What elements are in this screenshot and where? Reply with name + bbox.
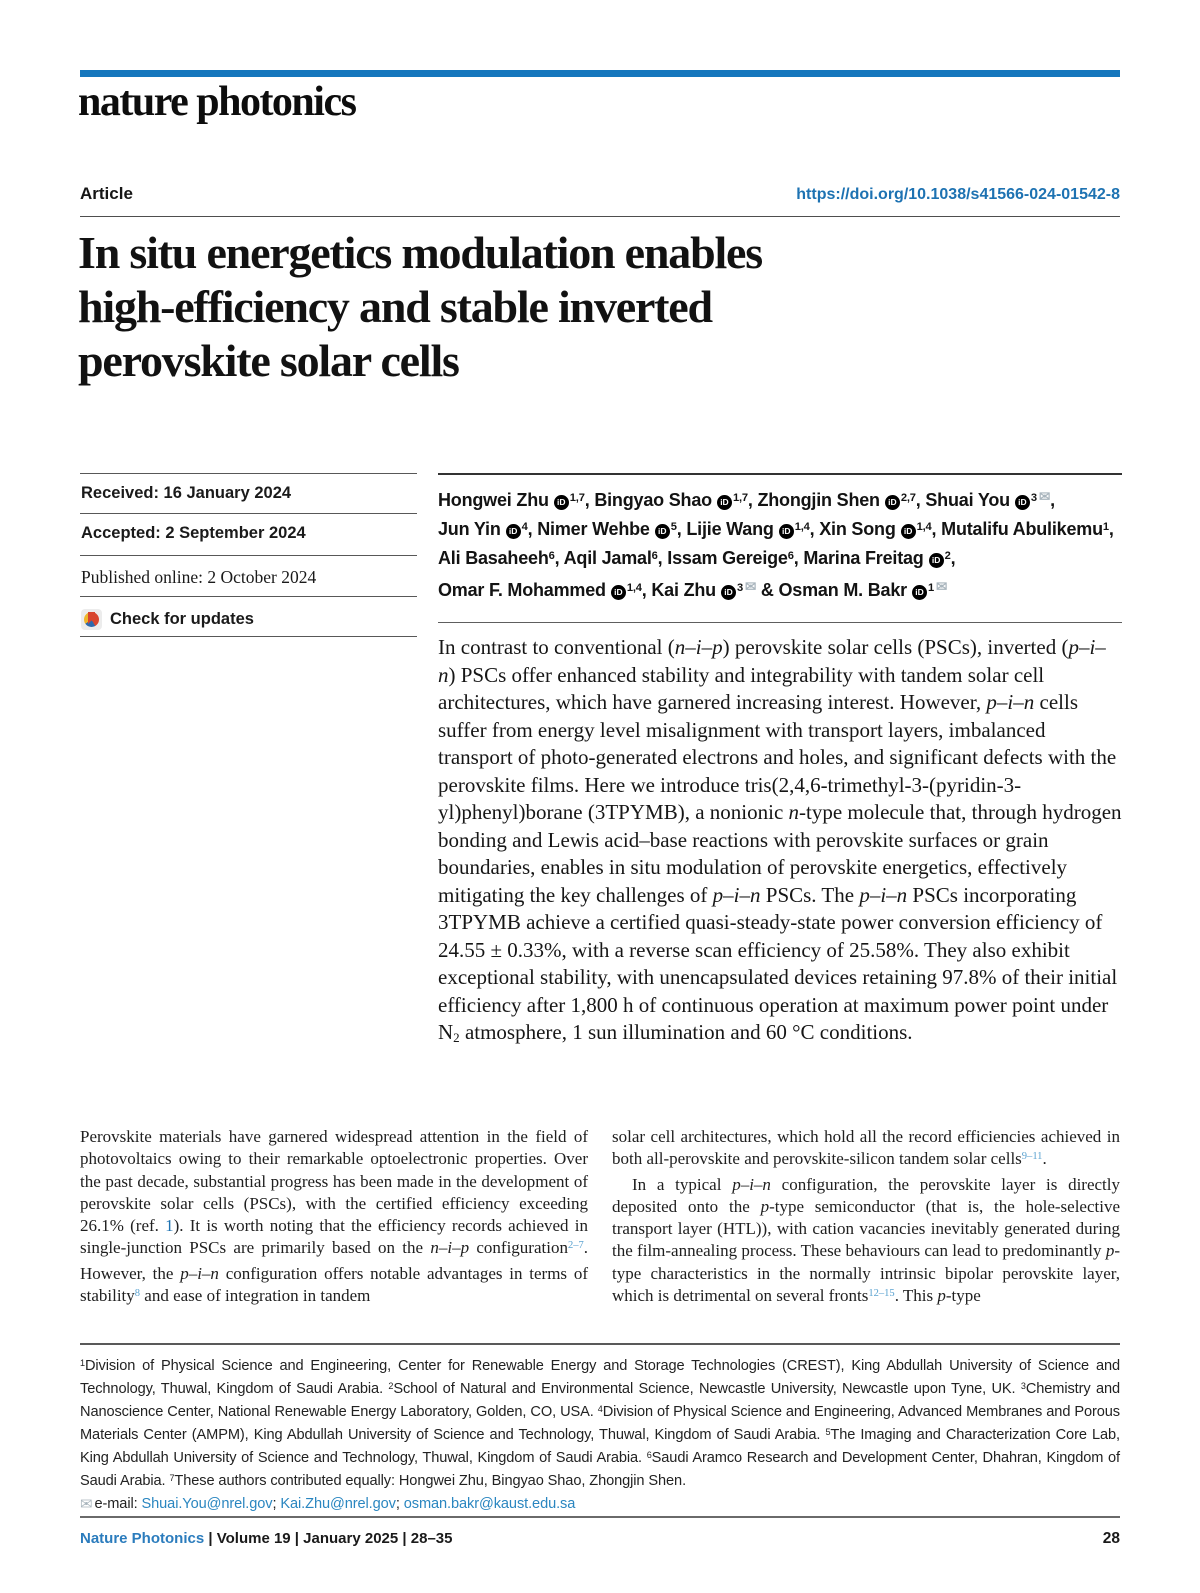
published-date: Published online: 2 October 2024 [80, 555, 417, 596]
received-date: Received: 16 January 2024 [80, 473, 417, 513]
article-label: Article [80, 184, 133, 203]
affiliation-text: $^1$Division of Physical Science and Engineering, Center for Renewable Energy and Storage Technologies (CREST), King Abdullah University of Science and Technology, Thuwal, Kingdom of Saudi Arabia. $^2$School of Natural and Environmental Science, Newcastle University, Newcastle upon Tyne, UK. $^3$Chemistry and Nanoscience Center, National Renewable Energy Laboratory, Golden, CO, USA. $^4$Division of Physical Science and Engineering, Advanced Membranes and Porous Materials Center (AMPM), King Abdullah University of Science and Technology, Thuwal, Kingdom of Saudi Arabia. $^5$The Imaging and Characterization Core Lab, King Abdullah University of Science and Technology, Thuwal, Kingdom of Saudi Arabia. $^6$Saudi Aramco Research and Development Center, Dhahran, Kingdom of Saudi Arabia. $^7$These authors contributed equally: Hongwei Zhu, Bingyao Shao, Zhongjin Shen. [80, 1357, 1121, 1489]
citation-superscript[interactable]: 8 [134, 1288, 141, 1300]
affiliations [80, 1343, 1120, 1516]
orcid-icon[interactable]: iD [1015, 495, 1030, 510]
article-history-sidebar [80, 473, 417, 637]
envelope-icon: ✉ [935, 579, 948, 594]
check-for-updates-button[interactable] [80, 596, 417, 637]
orcid-icon[interactable]: iD [721, 585, 736, 600]
page-number: 28 [1102, 1530, 1120, 1547]
title-line: In situ energetics modulation enables [78, 227, 762, 278]
email-line: ✉ e-mail: Shuai.You@nrel.gov; Kai.Zhu@nrel.gov; osman.bakr@kaust.edu.sa [80, 1496, 576, 1513]
reference-link[interactable]: Kai.Zhu@nrel.gov [280, 1496, 396, 1512]
reference-link[interactable]: osman.bakr@kaust.edu.sa [403, 1496, 576, 1512]
author-list [438, 473, 1122, 606]
body-columns [80, 1126, 1120, 1310]
brand-bar [80, 70, 1120, 77]
footer-meta: | Volume 19 | January 2025 | 28–35 [204, 1530, 453, 1547]
orcid-icon[interactable]: iD [655, 524, 670, 539]
body-paragraph: In a typical p–i–n configuration, the perovskite layer is directly deposited onto the p-type semiconductor (that is, the hole-selective transport layer (HTL)), with cation vacancies inevitably generated during the film-annealing process. These behaviours can lead to predominantly p-type characteristics in the normally intrinsic bipolar perovskite layer, which is detrimental on several fronts$^{12-15}$. This p-type [612, 1174, 1120, 1306]
orcid-icon[interactable]: iD [717, 495, 732, 510]
reference-link[interactable]: 1 [165, 1216, 174, 1236]
title-line: high-efficiency and stable inverted [78, 281, 712, 332]
body-column-right [612, 1126, 1120, 1310]
orcid-icon[interactable]: iD [611, 585, 626, 600]
orcid-icon[interactable]: iD [929, 553, 944, 568]
envelope-icon: ✉ [744, 579, 757, 594]
page-footer [80, 1516, 1120, 1548]
orcid-icon[interactable]: iD [779, 524, 794, 539]
reference-link[interactable]: Shuai.You@nrel.gov [141, 1496, 273, 1512]
header-divider [80, 216, 1120, 217]
article-header-row [80, 184, 1120, 204]
orcid-icon[interactable]: iD [901, 524, 916, 539]
body-paragraph: solar cell architectures, which hold all the record efficiencies achieved in both all-perovskite and perovskite-silicon tandem solar cells$^{9-11}$. [612, 1127, 1120, 1169]
author-line: Omar F. Mohammed iD $^{1,4}$, Kai Zhu iD $^3$ ✉ & Osman M. Bakr iD $^1$ ✉ [438, 579, 948, 600]
envelope-icon: ✉ [1038, 489, 1051, 504]
body-paragraph: Perovskite materials have garnered widespread attention in the field of photovoltaics owing to their remarkable optoelectronic properties. Over the past decade, substantial progress has been made in the development of perovskite solar cells (PSCs), with the certified efficiency exceeding 26.1% (ref. 1). It is worth noting that the efficiency records achieved in single-junction PSCs are primarily based on the n–i–p configuration$^{2-7}$. However, the p–i–n configuration offers notable advantages in terms of stability$^8$ and ease of integration in tandem [80, 1127, 588, 1306]
journal-logo: nature photonics [78, 79, 356, 125]
footer-citation [80, 1530, 452, 1547]
citation-superscript[interactable]: 9–11 [1021, 1151, 1043, 1163]
crossmark-icon [81, 609, 102, 630]
abstract: In contrast to conventional (n–i–p) perovskite solar cells (PSCs), inverted (p–i–n) PSCs offer enhanced stability and integrability with tandem solar cell architectures, which have garnered increasing interest. However, p–i–n cells suffer from energy level misalignment with transport layers, imbalanced transport of photo-generated electrons and holes, and significant defects with the perovskite films. Here we introduce tris(2,4,6-trimethyl-3-(pyridin-3-yl)phenyl)borane (3TPYMB), a nonionic n-type molecule that, through hydrogen bonding and Lewis acid–base reactions with perovskite surfaces or grain boundaries, enables in situ modulation of perovskite energetics, effectively mitigating the key challenges of p–i–n PSCs. The p–i–n PSCs incorporating 3TPYMB achieve a certified quasi-steady-state power conversion efficiency of 24.55 ± 0.33%, with a reverse scan efficiency of 25.58%. They also exhibit exceptional stability, with unencapsulated devices retaining 97.8% of their initial efficiency after 1,800 h of continuous operation at maximum power point under N2 atmosphere, 1 sun illumination and 60 °C conditions. [438, 622, 1122, 1049]
title-line: perovskite solar cells [78, 335, 459, 386]
citation-superscript[interactable]: 12–15 [868, 1288, 895, 1300]
orcid-icon[interactable]: iD [506, 524, 521, 539]
author-line: Jun Yin iD $^4$, Nimer Wehbe iD $^5$, Lijie Wang iD $^{1,4}$, Xin Song iD $^{1,4}$, Mutalifu Abulikemu$^1$, [438, 519, 1114, 539]
orcid-icon[interactable]: iD [885, 495, 900, 510]
accepted-date: Accepted: 2 September 2024 [80, 513, 417, 555]
author-line: Hongwei Zhu iD $^{1,7}$, Bingyao Shao iD $^{1,7}$, Zhongjin Shen iD $^{2,7}$, Shuai You iD $^3$ ✉, [438, 489, 1055, 510]
envelope-icon: ✉ [80, 1496, 93, 1513]
footer-journal-link[interactable]: Nature Photonics [80, 1530, 205, 1547]
citation-superscript[interactable]: 2–7 [567, 1240, 584, 1252]
body-column-left [80, 1126, 588, 1310]
page-title [78, 226, 1038, 388]
doi-link[interactable]: https://doi.org/10.1038/s41566-024-01542-8 [796, 186, 1120, 203]
author-line: Ali Basaheeh$^6$, Aqil Jamal$^6$, Issam Gereige$^6$, Marina Freitag iD $^2$, [438, 548, 956, 568]
check-for-updates-label: Check for updates [110, 610, 254, 628]
orcid-icon[interactable]: iD [554, 495, 569, 510]
orcid-icon[interactable]: iD [912, 585, 927, 600]
